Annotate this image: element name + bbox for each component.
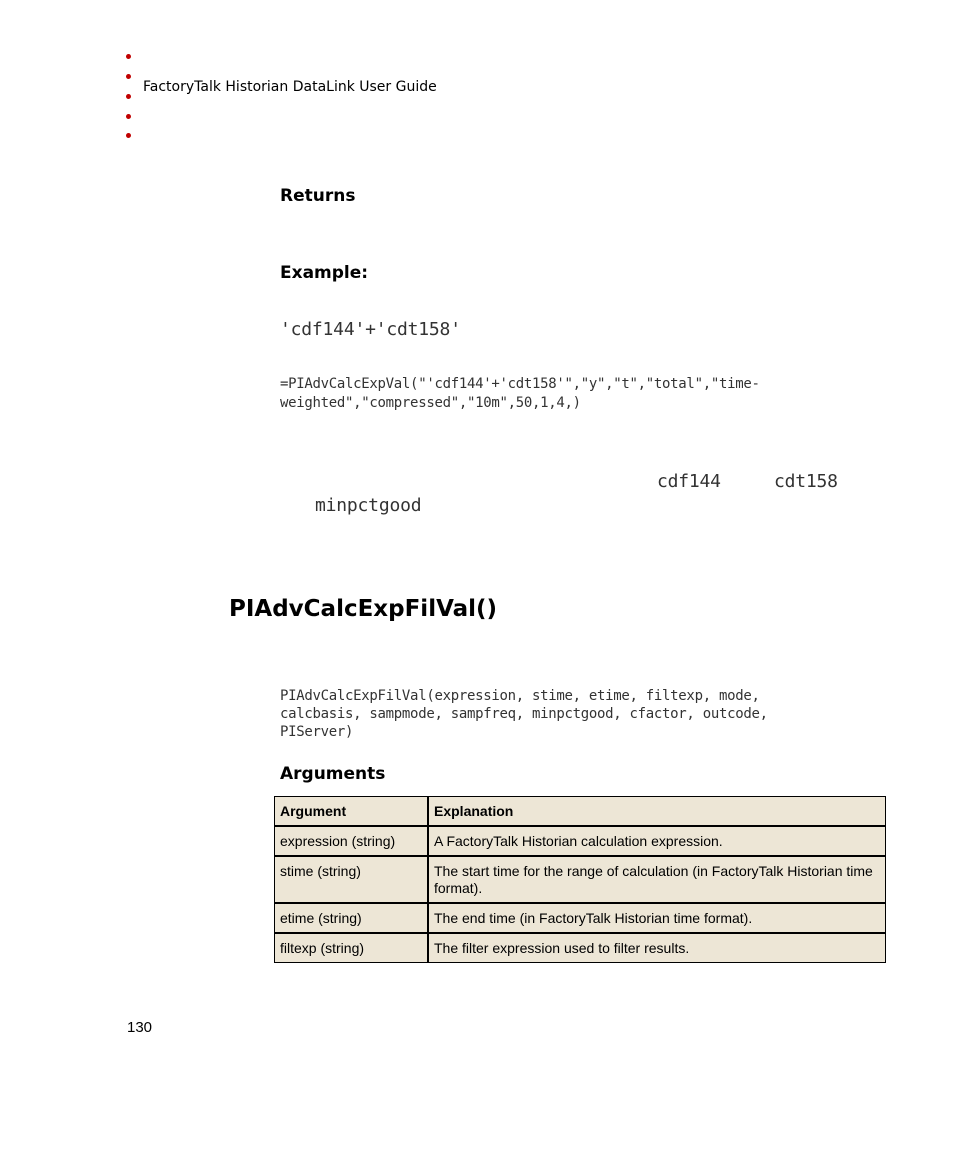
arguments-table — [274, 796, 886, 963]
example-expression: 'cdf144'+'cdt158' — [280, 319, 461, 340]
example-code-line: weighted","compressed","10m",50,1,4,) — [280, 395, 581, 411]
argument-cell: stime (string) — [275, 856, 429, 903]
table-header-row — [275, 797, 886, 827]
explanation-cell: A FactoryTalk Historian calculation expression. — [428, 826, 886, 856]
tag-name: cdf144 — [657, 471, 721, 492]
tag-name: cdt158 — [774, 471, 838, 492]
syntax-line: calcbasis, sampmode, sampfreq, minpctgood, cfactor, outcode, — [280, 706, 768, 722]
example-code-line: =PIAdvCalcExpVal("'cdf144'+'cdt158'","y","t","total","time- — [280, 376, 760, 392]
argument-cell: filtexp (string) — [275, 933, 429, 963]
column-header: Argument — [275, 797, 429, 827]
function-syntax — [280, 687, 880, 741]
explanation-cell: The filter expression used to filter results. — [428, 933, 886, 963]
header-bullet — [126, 94, 131, 99]
header-bullet — [126, 54, 131, 59]
example-heading: Example: — [280, 263, 369, 283]
returns-heading: Returns — [280, 186, 356, 206]
explanation-cell: The end time (in FactoryTalk Historian time format). — [428, 903, 886, 933]
table-row — [275, 903, 886, 933]
arguments-heading: Arguments — [280, 764, 386, 784]
syntax-line: PIAdvCalcExpFilVal(expression, stime, etime, filtexp, mode, — [280, 688, 760, 704]
explanation-cell: The start time for the range of calculation (in FactoryTalk Historian time format). — [428, 856, 886, 903]
parameter-name: minpctgood — [315, 495, 422, 516]
column-header: Explanation — [428, 797, 886, 827]
page-number: 130 — [127, 1019, 153, 1036]
table-row — [275, 856, 886, 903]
argument-cell: etime (string) — [275, 903, 429, 933]
header-bullet — [126, 114, 131, 119]
argument-cell: expression (string) — [275, 826, 429, 856]
table-row — [275, 933, 886, 963]
example-code — [280, 375, 880, 413]
header-bullet — [126, 74, 131, 79]
function-title: PIAdvCalcExpFilVal() — [229, 596, 498, 622]
header-bullet — [126, 133, 131, 138]
document-title: FactoryTalk Historian DataLink User Guide — [143, 79, 437, 95]
table-row — [275, 826, 886, 856]
syntax-line: PIServer) — [280, 724, 354, 740]
